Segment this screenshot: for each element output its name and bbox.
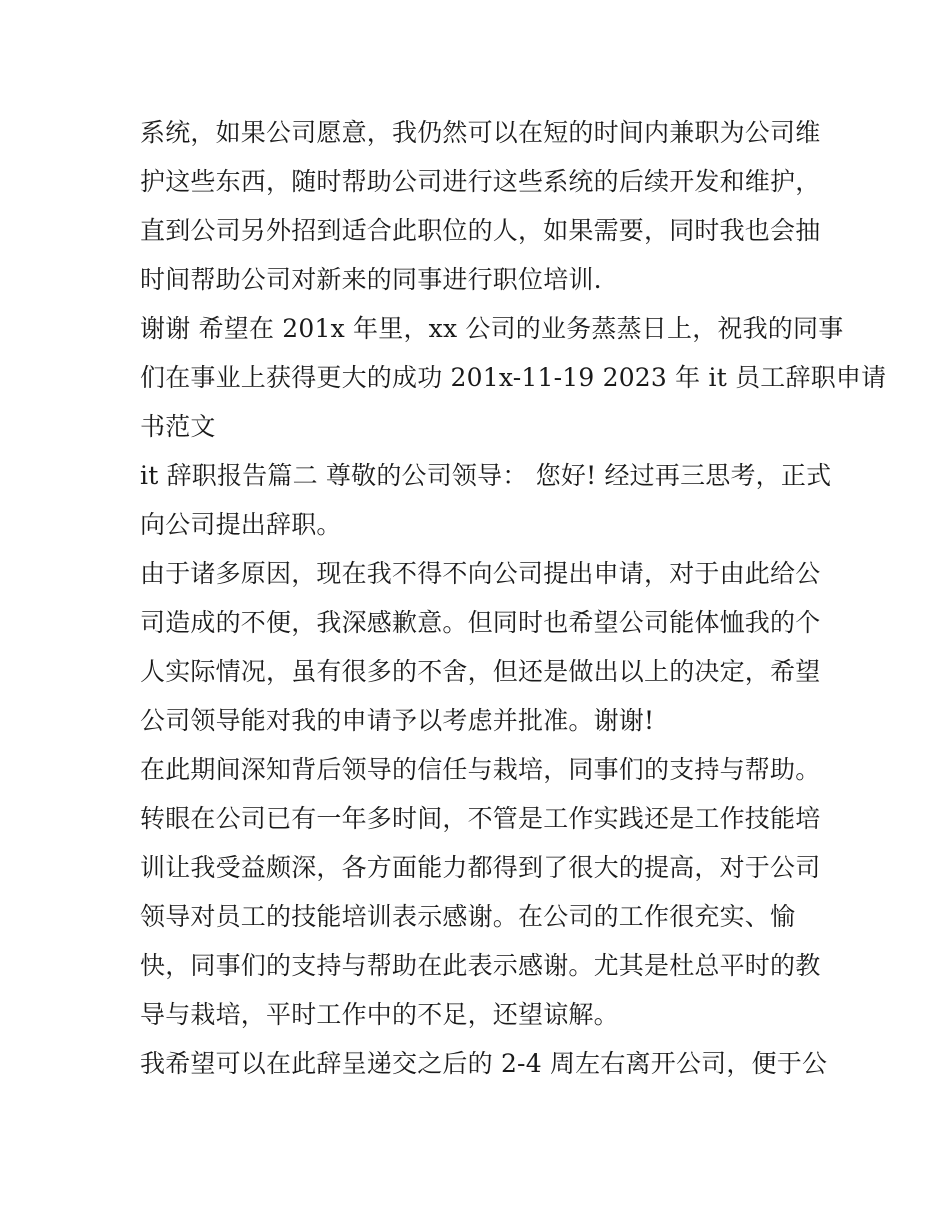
- text-line: it 辞职报告篇二 尊敬的公司领导： 您好! 经过再三思考，正式: [140, 461, 832, 490]
- text-line: 转眼在公司已有一年多时间，不管是工作实践还是工作技能培: [140, 804, 821, 833]
- text-line: 护这些东西，随时帮助公司进行这些系统的后续开发和维护，: [140, 167, 821, 196]
- text-line: 书范文: [140, 412, 216, 441]
- text-line: 导与栽培，平时工作中的不足，还望谅解。: [140, 1000, 619, 1029]
- text-line: 我希望可以在此辞呈递交之后的 2-4 周左右离开公司，便于公: [140, 1049, 828, 1078]
- text-line: 人实际情况，虽有很多的不舍，但还是做出以上的决定，希望: [140, 657, 821, 686]
- text-line: 谢谢 希望在 201x 年里，xx 公司的业务蒸蒸日上，祝我的同事: [140, 314, 844, 343]
- text-line: 快，同事们的支持与帮助在此表示感谢。尤其是杜总平时的教: [140, 951, 821, 980]
- text-line: 们在事业上获得更大的成功 201x-11-19 2023 年 it 员工辞职申请: [140, 363, 887, 392]
- document-body: [140, 108, 887, 1088]
- text-line: 在此期间深知背后领导的信任与栽培，同事们的支持与帮助。: [140, 755, 821, 784]
- text-line: 向公司提出辞职。: [140, 510, 342, 539]
- text-line: 司造成的不便，我深感歉意。但同时也希望公司能体恤我的个: [140, 608, 821, 637]
- text-line: 公司领导能对我的申请予以考虑并批准。谢谢!: [140, 706, 655, 735]
- text-line: 领导对员工的技能培训表示感谢。在公司的工作很充实、愉: [140, 902, 796, 931]
- text-line: 由于诸多原因，现在我不得不向公司提出申请，对于由此给公: [140, 559, 821, 588]
- text-line: 直到公司另外招到适合此职位的人，如果需要，同时我也会抽: [140, 216, 821, 245]
- text-line: 系统，如果公司愿意，我仍然可以在短的时间内兼职为公司维: [140, 118, 821, 147]
- text-line: 训让我受益颇深，各方面能力都得到了很大的提高，对于公司: [140, 853, 821, 882]
- text-line: 时间帮助公司对新来的同事进行职位培训.: [140, 265, 602, 294]
